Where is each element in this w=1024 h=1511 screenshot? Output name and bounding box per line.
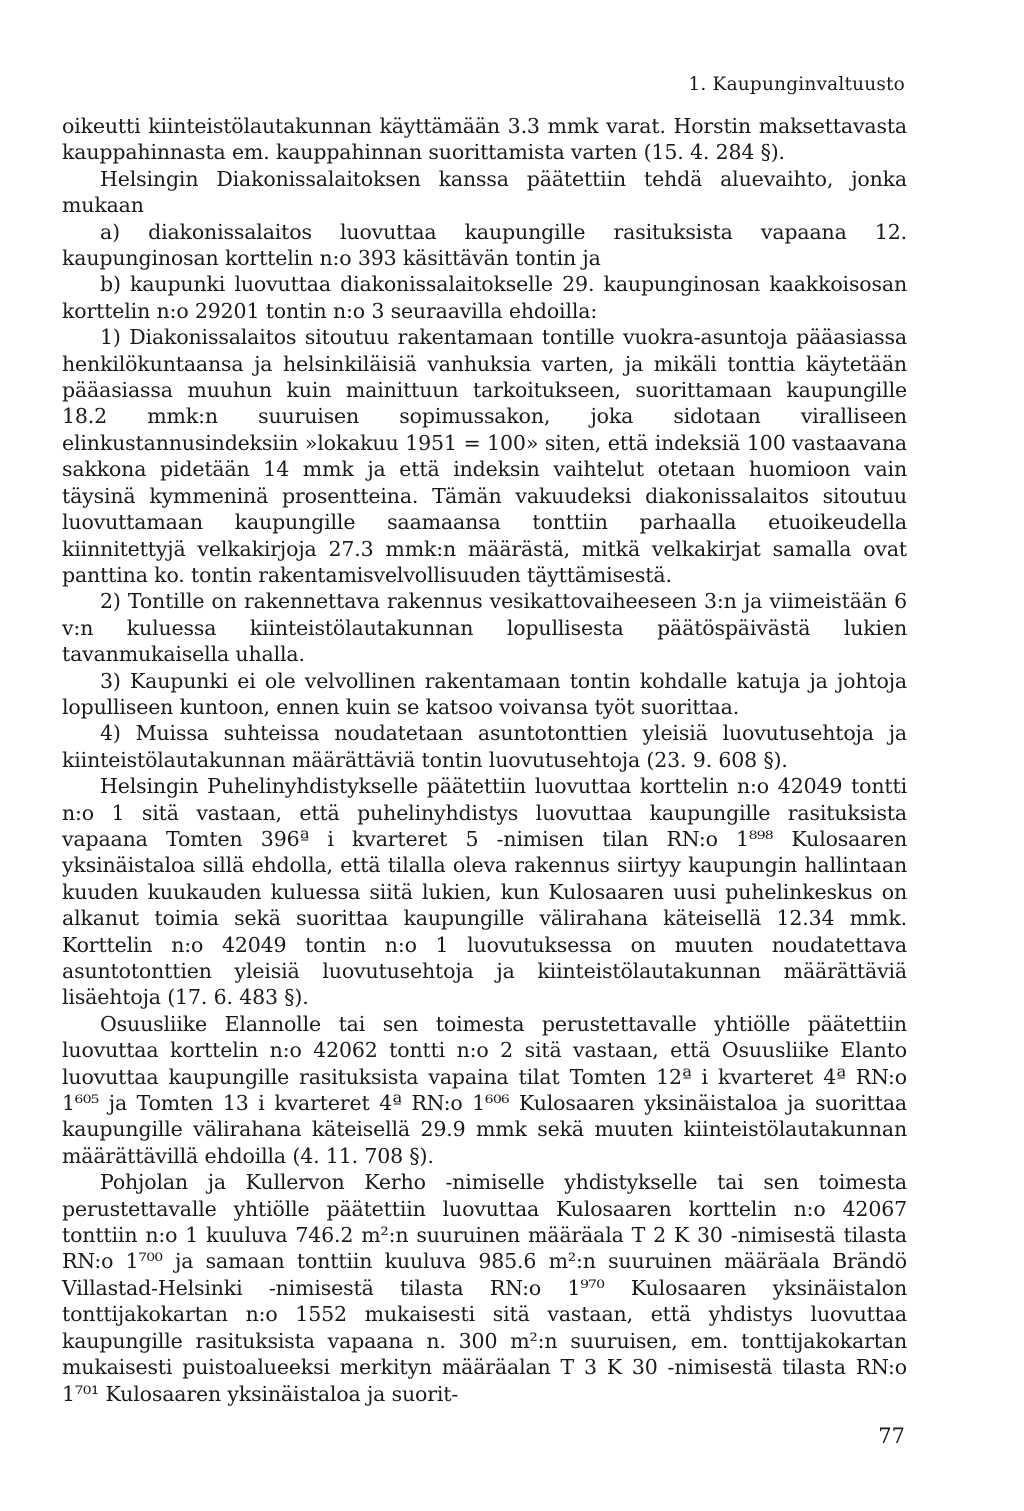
paragraph: a) diakonissalaitos luovuttaa kaupungille rasituksista vapaana 12. kaupunginosan korttelin n:o 393 käsittävän tontin ja <box>62 219 907 271</box>
paragraph: oikeutti kiinteistölautakunnan käyttämään 3.3 mmk varat. Horstin maksettavasta kauppahinnasta em. kauppahinnan suorittamista varten (15. 4. 284 §). <box>62 114 907 165</box>
paragraph: Pohjolan ja Kullervon Kerho -nimiselle yhdistykselle tai sen toimesta perustettavalle yhtiölle päätettiin luovuttaa Kulosaaren korttelin n:o 42067 tonttiin n:o 1 kuuluva 746.2 m²:n suuruinen määräala T 2 K 30 -nimisestä tilasta RN:o 1⁷⁰⁰ ja samaan tonttiin kuuluva 985.6 m²:n suuruinen määräala Brändö Villastad-Helsinki -nimisestä tilasta RN:o 1⁹⁷⁰ Kulosaaren yksinäistalon tonttijakokartan n:o 1552 mukaisesti sitä vastaan, että yhdistys luovuttaa kaupungille rasituksista vapaana n. 300 m²:n suuruisen, em. tonttijakokartan mukaisesti puistoalueeksi merkityn määräalan T 3 K 30 -nimisestä tilasta RN:o 1⁷⁰¹ Kulosaaren yksinäistaloa ja suorit- <box>62 1170 907 1406</box>
body-text <box>62 113 907 1407</box>
paragraph: Helsingin Puhelinyhdistykselle päätettiin luovuttaa korttelin n:o 42049 tontti n:o 1 sitä vastaan, että puhelinyhdistys luovuttaa kaupungille rasituksista vapaana Tomten 396ª i kvarteret 5 -nimisen tilan RN:o 1⁸⁹⁸ Kulosaaren yksinäistaloa sillä ehdolla, että tilalla oleva rakennus siirtyy kaupungin hallintaan kuuden kuukauden kuluessa siitä lukien, kun Kulosaaren uusi puhelinkeskus on alkanut toimia sekä suorittaa kaupungille välirahana käteisellä 12.34 mmk. Korttelin n:o 42049 tontin n:o 1 luovutuksessa on muuten noudatettava asuntotonttien yleisiä luovutusehtoja ja kiinteistölautakunnan määrättäviä lisäehtoja (17. 6. 483 §). <box>62 774 907 1010</box>
paragraph: Osuusliike Elannolle tai sen toimesta perustettavalle yhtiölle päätettiin luovuttaa korttelin n:o 42062 tontti n:o 2 sitä vastaan, että Osuusliike Elanto luovuttaa kaupungille rasituksista vapaina tilat Tomten 12ª i kvarteret 4ª RN:o 1⁶⁰⁵ ja Tomten 13 i kvarteret 4ª RN:o 1⁶⁰⁶ Kulosaaren yksinäistaloa ja suorittaa kaupungille välirahana käteisellä 29.9 mmk sekä muuten kiinteistölautakunnan määrättävillä ehdoilla (4. 11. 708 §). <box>62 1011 907 1168</box>
paragraph: 2) Tontille on rakennettava rakennus vesikattovaiheeseen 3:n ja viimeistään 6 v:n kuluessa kiinteistölautakunnan lopullisesta päätöspäivästä lukien tavanmukaisella uhalla. <box>62 589 907 667</box>
page-number: 77 <box>878 1424 905 1448</box>
paragraph: 1) Diakonissalaitos sitoutuu rakentamaan tontille vuokra-asuntoja pääasiassa henkilökuntaansa ja helsinkiläisiä vanhuksia varten, ja mikäli tonttia käytetään pääasiassa muuhun kuin mainittuun tarkoitukseen, suorittamaan kaupungille 18.2 mmk:n suuruisen sopimussakon, joka sidotaan viralliseen elinkustannusindeksiin »lokakuu 1951 = 100» siten, että indeksiä 100 vastaavana sakkona pidetään 14 mmk ja että indeksin vaihtelut otetaan huomioon vain täysinä kymmeninä prosentteina. Tämän vakuudeksi diakonissalaitos sitoutuu luovuttamaan kaupungille saamaansa tonttiin parhaalla etuoikeudella kiinnitettyjä velkakirjoja 27.3 mmk:n määrästä, mitkä velkakirjat samalla ovat panttina ko. tontin rakentamisvelvollisuuden täyttämisestä. <box>62 325 907 587</box>
paragraph: 3) Kaupunki ei ole velvollinen rakentamaan tontin kohdalle katuja ja johtoja lopulliseen kuntoon, ennen kuin se katsoo voivansa työt suorittaa. <box>62 668 907 719</box>
paragraph: Helsingin Diakonissalaitoksen kanssa päätettiin tehdä aluevaihto, jonka mukaan <box>62 166 907 218</box>
paragraph: 4) Muissa suhteissa noudatetaan asuntotonttien yleisiä luovutusehtoja ja kiinteistölautakunnan määrättäviä tontin luovutusehtoja (23. 9. 608 §). <box>62 721 907 772</box>
paragraph: b) kaupunki luovuttaa diakonissalaitokselle 29. kaupunginosan kaakkoisosan korttelin n:o 29201 tontin n:o 3 seuraavilla ehdoilla: <box>62 272 907 323</box>
running-header: 1. Kaupunginvaltuusto <box>688 74 905 95</box>
